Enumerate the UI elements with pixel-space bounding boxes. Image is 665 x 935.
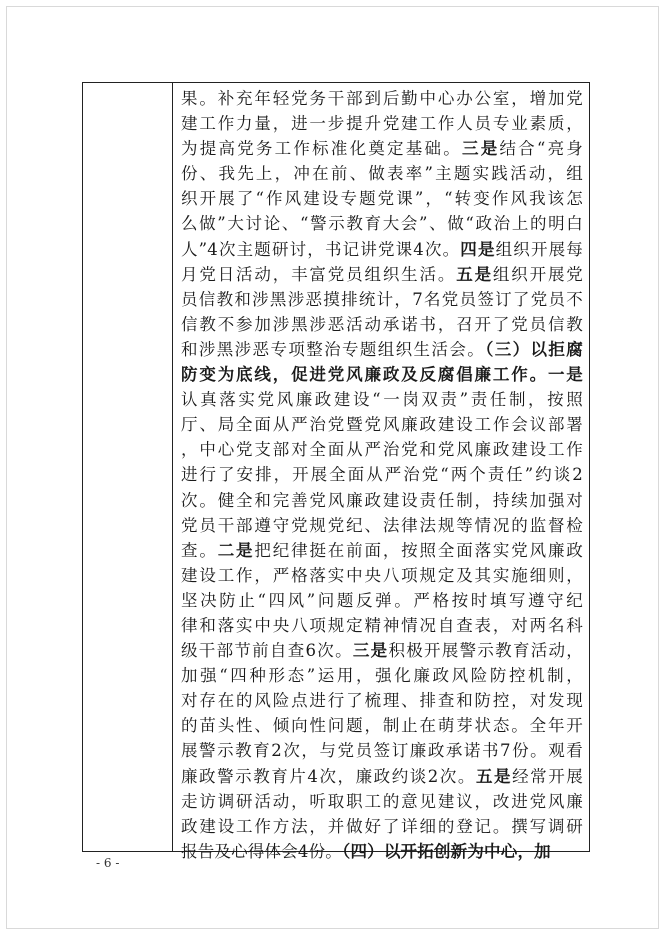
text-line [181,362,583,387]
text-run: 报告及心得体会4份。 [181,841,342,861]
text-run: 级干部节前自查6次。 [181,641,353,661]
text-run: 加强“四种形态”运用，强化廉政风险防控机制， [181,666,583,686]
bold-text-run: 五是 [456,264,493,284]
text-run: 查。 [181,540,218,560]
text-run: 信教不参加涉黑涉恶活动承诺书，召开了党员信教 [181,314,583,334]
text-run: 进行了安排，开展全面从严治党“两个责任”约谈2 [181,465,583,485]
body-text [173,83,589,861]
text-run: 经常开展 [512,766,583,786]
text-run: 积极开展警示教育活动， [388,641,583,661]
text-run: 月党日活动，丰富党员组织生活。 [181,264,457,284]
text-run: 展警示教育2次，与党员签订廉政承诺书7份。观看 [181,741,583,761]
text-line [181,588,583,613]
text-run: 组织开展每 [495,239,584,259]
text-run: 份、我先上，冲在前、做表率”主题实践活动，组 [181,164,583,184]
text-line [181,638,583,663]
text-run: 厅、局全面从严治党暨党风廉政建设工作会议部署 [181,415,583,435]
text-line [181,337,583,362]
text-line [181,488,583,513]
text-run: 结合“亮身 [499,139,583,159]
text-line [181,186,583,211]
text-run: 组织开展党 [492,264,584,284]
text-line [181,563,583,588]
text-line [181,839,583,864]
text-run: 建工作力量，进一步提升党建工作人员专业素质， [181,114,583,134]
text-run: 人”4次主题研讨，书记讲党课4次。 [181,239,461,259]
bold-text-run: （三）以拒腐 [485,339,584,359]
text-run: 政建设工作方法，并做好了详细的登记。撰写调研 [181,816,583,836]
bold-text-run: 二是 [217,540,255,560]
text-line [181,688,583,713]
text-line [181,663,583,688]
label-column [83,83,173,851]
text-line [181,237,583,262]
text-run: 对存在的风险点进行了梳理、排查和防控，对发现 [181,691,583,711]
text-line [181,538,583,563]
text-line [181,412,583,437]
text-run: 把纪律挺在前面，按照全面落实党风廉政 [254,540,583,560]
text-run: 坚决防止“四风”问题反弹。严格按时填写遵守纪 [181,590,583,610]
text-line [181,387,583,412]
text-line [181,136,583,161]
text-line [181,111,583,136]
text-run: 织开展了“作风建设专题党课”，“转变作风我该怎 [181,189,583,209]
text-line [181,613,583,638]
bold-text-run: 四是 [460,239,496,259]
text-run: 员信教和涉黑涉恶摸排统计，7名党员签订了党员不 [181,289,583,309]
text-run: 的苗头性、倾向性问题，制止在萌芽状态。全年开 [181,716,583,736]
bold-text-run: 三是 [352,641,389,661]
text-line [181,462,583,487]
text-run: 党员干部遵守党规党纪、法律法规等情况的监督检 [181,515,583,535]
text-line [181,713,583,738]
text-line [181,312,583,337]
text-line [181,789,583,814]
text-run: 律和落实中央八项规定精神情况自查表，对两名科 [181,615,583,635]
text-run: 走访调研活动，听取职工的意见建议，改进党风廉 [181,791,583,811]
text-run: 次。健全和完善党风廉政建设责任制，持续加强对 [181,490,583,510]
form-table [82,82,590,861]
bold-text-run: （四）以开拓创新为中心，加 [342,841,551,861]
page-number: - 6 - [96,856,120,870]
text-run: 廉政警示教育片4次，廉政约谈2次。 [181,766,476,786]
text-run: 认真落实党风廉政建设“一岗双责”责任制，按照 [181,390,583,410]
text-run: 和涉黑涉恶专项整治专题组织生活会。 [181,339,486,359]
text-run: 为提高党务工作标准化奠定基础。 [181,139,462,159]
text-line [181,814,583,839]
text-line [181,86,583,111]
text-line [181,287,583,312]
bold-text-run: 一是 [547,365,584,385]
text-line [181,262,583,287]
text-run: 么做”大讨论、“警示教育大会”、做“政治上的明白 [181,214,583,234]
bold-text-run: 防变为底线，促进党风廉政及反腐倡廉工作。 [181,365,548,385]
bold-text-run: 三是 [461,139,500,159]
text-run: ，中心党支部对全面从严治党和党风廉政建设工作 [181,440,583,460]
text-run: 果。补充年轻党务干部到后勤中心办公室，增加党 [181,89,583,108]
bold-text-run: 五是 [475,766,513,786]
text-line [181,738,583,763]
text-run: 建设工作，严格落实中央八项规定及其实施细则， [181,565,583,585]
text-line [181,437,583,462]
text-line [181,764,583,789]
text-line [181,513,583,538]
text-line [181,211,583,236]
text-line [181,161,583,186]
